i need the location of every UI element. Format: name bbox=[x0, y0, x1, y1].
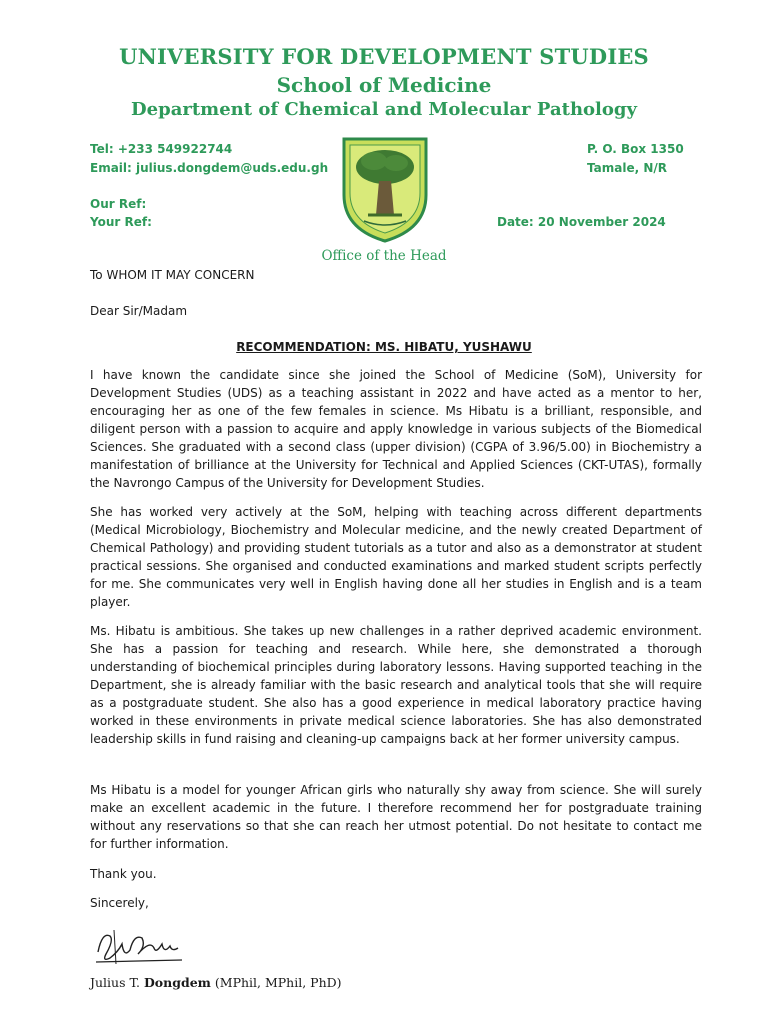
telephone: Tel: +233 549922744 bbox=[90, 142, 233, 156]
office-of-the-head: Office of the Head bbox=[321, 248, 447, 264]
university-name: UNIVERSITY FOR DEVELOPMENT STUDIES bbox=[119, 44, 649, 69]
university-crest-icon bbox=[338, 133, 432, 243]
signer-first-name: Julius T. bbox=[90, 975, 140, 990]
our-ref: Our Ref: bbox=[90, 197, 147, 211]
thanks-line: Thank you. bbox=[90, 867, 157, 881]
body-paragraph: Ms. Hibatu is ambitious. She takes up new challenges in a rather deprived academic environment. She has a passion for teaching and research. While here, she demonstrated a thorough understanding of biochemical principles during laboratory lessons. Having supported teaching in the Department, she is already familiar with the basic research and analytical tools that she will require as a postgraduate student. She also has a good experience in medical laboratory practice having worked in these environments in private medical science laboratories. She has also demonstrated leadership skills in fund raising and cleaning-up campaigns back at her former university campus. bbox=[90, 624, 702, 746]
subject-line: RECOMMENDATION: MS. HIBATU, YUSHAWU bbox=[236, 340, 532, 354]
city: Tamale, N/R bbox=[587, 161, 667, 175]
addressee: To WHOM IT MAY CONCERN bbox=[90, 268, 255, 282]
department-name: Department of Chemical and Molecular Pathology bbox=[131, 99, 637, 120]
signer-name bbox=[90, 975, 342, 990]
salutation: Dear Sir/Madam bbox=[90, 304, 188, 318]
po-box: P. O. Box 1350 bbox=[587, 142, 684, 156]
handwritten-signature bbox=[92, 924, 186, 968]
closing-line: Sincerely, bbox=[90, 896, 149, 910]
your-ref: Your Ref: bbox=[90, 215, 152, 229]
signer-credentials: (MPhil, MPhil, PhD) bbox=[214, 975, 342, 990]
school-name: School of Medicine bbox=[276, 73, 492, 97]
body-paragraph: She has worked very actively at the SoM, helping with teaching across different departments (Medical Microbiology, Biochemistry and Molecular medicine, and the newly created Department of Chemical Pathology) and providing student tutorials as a tutor and also as a demonstrator at student practical sessions. She organised and conducted examinations and marked student scripts perfectly for me. She communicates very well in English having done all her studies in English and is a team player. bbox=[90, 505, 702, 609]
email-address: Email: julius.dongdem@uds.edu.gh bbox=[90, 161, 329, 175]
signer-last-name: Dongdem bbox=[143, 975, 211, 990]
body-paragraph: I have known the candidate since she joined the School of Medicine (SoM), University for Development Studies (UDS) as a teaching assistant in 2022 and have acted as a mentor to her, encouraging her as one of the few females in science. Ms Hibatu is a brilliant, responsible, and diligent person with a passion to acquire and apply knowledge in various subjects of the Biomedical Sciences. She graduated with a second class (upper division) (CGPA of 3.96/5.00) in Biochemistry a manifestation of brilliance at the University for Technical and Applied Sciences (CKT-UTAS), formally the Navrongo Campus of the University for Development Studies. bbox=[90, 368, 702, 490]
letter-date: Date: 20 November 2024 bbox=[497, 215, 666, 229]
body-paragraph: Ms Hibatu is a model for younger African girls who naturally shy away from science. She will surely make an excellent academic in the future. I therefore recommend her for postgraduate training without any reservations so that she can reach her utmost potential. Do not hesitate to contact me for further information. bbox=[90, 783, 702, 851]
